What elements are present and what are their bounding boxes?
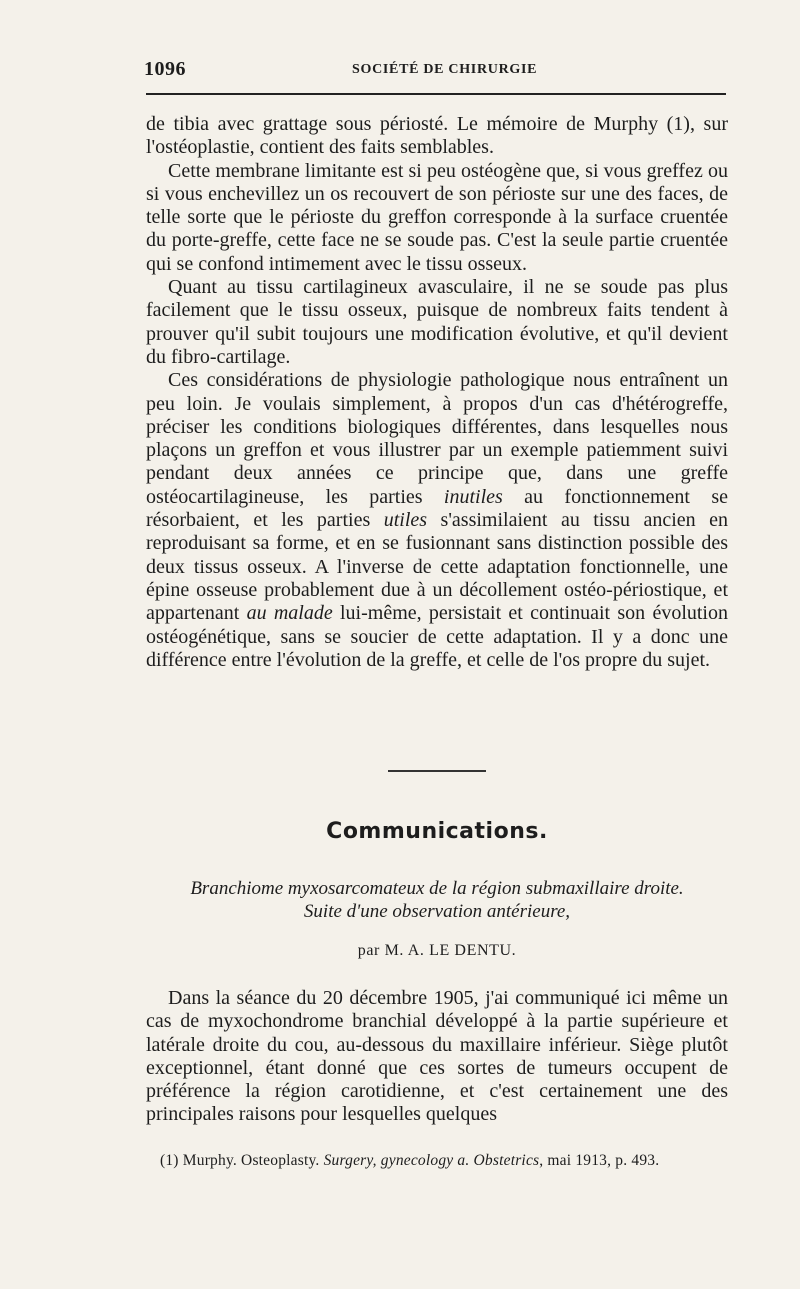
footnote (160, 1151, 730, 1171)
continued-text (146, 113, 728, 672)
text-run: lui-même, persistait et continuait son évolution ostéogénétique, sans se soucier de cette adaptation. Il y a donc une différence entre l'évolution de la greffe, et celle de l'os propre du sujet. (146, 602, 728, 671)
header-rule (146, 93, 726, 95)
emphasis: inutiles (443, 485, 503, 508)
text-run: Ces considérations de physiologie pathologique nous entraînent un peu loin. Je voulais simplement, à propos d'un cas d'hétérogreffe, préciser les conditions biologiques différentes, dans lesquelles nous plaçons un greffon et vous illustrer par un exemple patiemment suivi pendant deux années ce principe que, dans une greffe ostéocartilagineuse, les parties (146, 369, 728, 508)
article-author: par M. A. LE DENTU. (357, 942, 517, 959)
article-title (146, 877, 728, 923)
emphasis: utiles (383, 509, 428, 532)
footnote-text: , mai 1913, p. 493. (539, 1152, 660, 1169)
paragraph (146, 369, 728, 672)
section-heading: Communications. (326, 819, 548, 844)
footnote-marker: (1) (160, 1152, 179, 1169)
footnote-text: Murphy. Osteoplasty. (178, 1152, 324, 1169)
running-head (144, 58, 724, 82)
paragraph: Dans la séance du 20 décembre 1905, j'ai communiqué ici même un cas de myxochondrome branchial développé à la partie supérieure et latérale droite du cou, au-dessous du maxillaire inférieur. Siège plutôt exceptionnel, étant donné que ces sortes de tumeurs occupent de préférence la région carotidienne, et c'est certainement une des principales raisons pour lesquelles quelques (146, 987, 728, 1126)
text-run: au fonctionnement se résorbaient, et les parties (146, 485, 728, 532)
journal-title: SOCIÉTÉ DE CHIRURGIE (352, 62, 538, 77)
emphasis: au malade (246, 602, 333, 625)
text-run: s'assimilaient au tissu ancien en reproduisant sa forme, et en se fusionnant sans distinction possible des deux tissus osseux. A l'inverse de cette adaptation fonctionnelle, une épine osseuse probablement due à un décollement ostéo-périostique, et appartenant (146, 509, 728, 625)
section-divider (388, 770, 486, 772)
paragraph: Cette membrane limitante est si peu ostéogène que, si vous greffez ou si vous enchevillez un os recouvert de son périoste sur une des faces, de telle sorte que le périoste du greffon corresponde à la surface cruentée du porte-greffe, cette face ne se soude pas. C'est la seule partie cruentée qui se confond intimement avec le tissu osseux. (146, 159, 728, 275)
article-title-line: Branchiome myxosarcomateux de la région submaxillaire droite. (190, 878, 684, 899)
article-title-line: Suite d'une observation antérieure, (303, 901, 571, 922)
paragraph: de tibia avec grattage sous périosté. Le mémoire de Murphy (1), sur l'ostéoplastie, contient des faits semblables. (146, 113, 728, 159)
page-number: 1096 (144, 58, 186, 80)
footnote-journal: Surgery, gynecology a. Obstetrics (323, 1152, 540, 1169)
paragraph: Quant au tissu cartilagineux avasculaire, il ne se soude pas plus facilement que le tissu osseux, puisque de nombreux faits tendent à prouver qu'il subit toujours une modification évolutive, et qu'il devient du fibro-cartilage. (146, 276, 728, 368)
article-body (146, 987, 728, 1127)
